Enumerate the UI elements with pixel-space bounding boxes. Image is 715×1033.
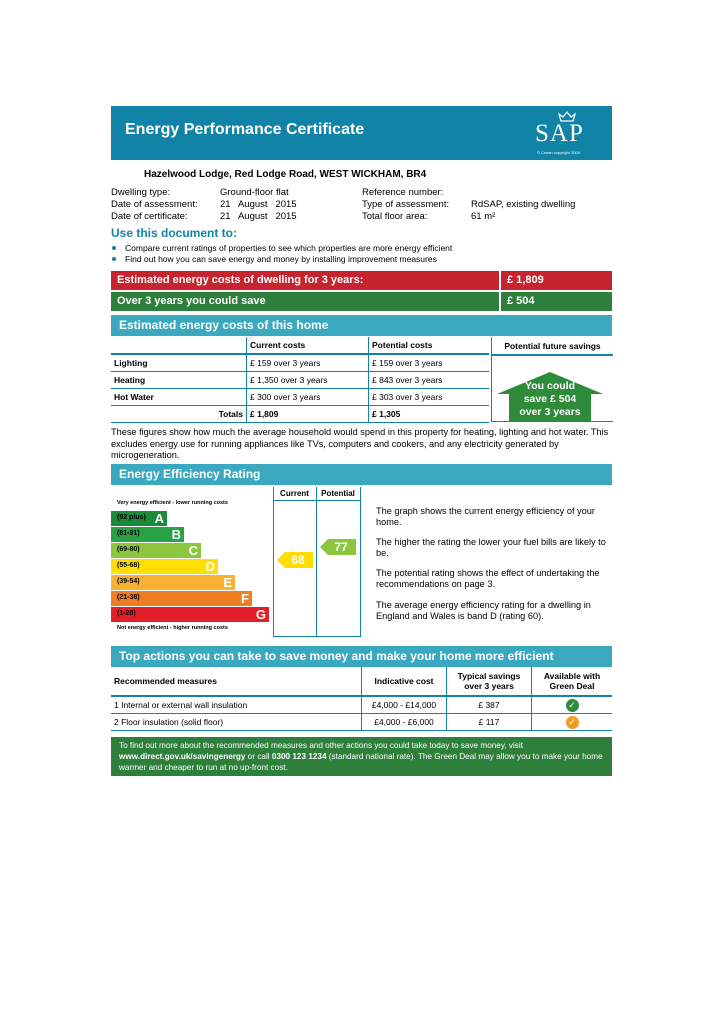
divider [492, 354, 613, 356]
rating-band-b [111, 527, 184, 542]
table-row: Lighting £ 159 over 3 years £ 159 over 3 years [111, 354, 489, 372]
more-info-panel [111, 737, 612, 776]
divider [316, 487, 317, 637]
chart-top-note: Very energy efficient - lower running costs [117, 500, 228, 506]
rating-band-c [111, 543, 201, 558]
info-text: To find out more about the recommended measures and other actions you could take today to save money, visit [119, 741, 523, 750]
band-range: (39-54) [117, 578, 140, 585]
info-text: or call [245, 752, 272, 761]
floor-area-label: Total floor area: [362, 211, 428, 222]
rating-explanation: The higher the rating the lower your fuel bills are likely to be. [376, 537, 606, 558]
rating-band-a [111, 511, 167, 526]
rating-band-f [111, 591, 252, 606]
estimated-cost-value: £ 1,809 [507, 274, 544, 286]
date-certificate-value: 21 August 2015 [220, 211, 297, 222]
current-column-header: Current [280, 489, 309, 498]
table-row: 1 Internal or external wall insulation £4,000 - £14,000 £ 387 ✓ [111, 696, 612, 714]
band-letter: C [188, 543, 198, 558]
band-letter: F [241, 591, 249, 606]
table-row: Hot Water £ 300 over 3 years £ 303 over 3 years [111, 389, 489, 406]
future-savings-text: You could save £ 504 over 3 years [519, 380, 581, 418]
assessment-type-value: RdSAP, existing dwelling [471, 199, 576, 210]
energy-rating-chart [111, 487, 362, 637]
table-row: 2 Floor insulation (solid floor) £4,000 - £6,000 £ 117 ✓ [111, 714, 612, 731]
chart-bottom-note: Not energy efficient - higher running costs [117, 625, 228, 631]
future-savings-heading: Potential future savings [504, 341, 601, 351]
phone-number: 0300 123 1234 [271, 752, 327, 761]
band-letter: G [255, 607, 266, 622]
estimated-cost-label: Estimated energy costs of dwelling for 3 years: [117, 274, 364, 286]
divider [273, 487, 274, 637]
sap-logo-text: SAP [535, 120, 584, 147]
bullet-icon [112, 257, 116, 261]
estimated-cost-bar [111, 271, 612, 290]
savings-link[interactable]: www.direct.gov.uk/savingenergy [119, 752, 246, 761]
costs-table [111, 337, 489, 423]
totals-row: Totals £ 1,809 £ 1,305 [111, 406, 489, 423]
rating-explanation: The average energy efficiency rating for a dwelling in England and Wales is band D (rating 60). [376, 600, 591, 621]
divider [499, 292, 501, 311]
potential-rating-value: 77 [334, 540, 348, 554]
band-letter: E [223, 575, 232, 590]
dwelling-type-value: Ground-floor flat [220, 187, 289, 198]
energy-rating-heading: Energy Efficiency Rating [111, 464, 612, 485]
use-document-heading: Use this document to: [111, 226, 238, 240]
band-range: (81-91) [117, 530, 140, 537]
current-rating-value: 68 [291, 553, 305, 567]
divider [360, 487, 361, 637]
divider [499, 271, 501, 290]
orange-tick-icon: ✓ [566, 716, 579, 729]
band-range: (69-80) [117, 546, 140, 553]
band-letter: B [171, 527, 181, 542]
savings-value: £ 504 [507, 295, 535, 307]
savings-label: Over 3 years you could save [117, 295, 266, 307]
dwelling-type-label: Dwelling type: [111, 187, 171, 198]
band-letter: D [205, 559, 215, 574]
sap-logo [531, 110, 603, 156]
savings-bar [111, 292, 612, 311]
date-certificate-label: Date of certificate: [111, 211, 188, 222]
date-assessment-value: 21 August 2015 [220, 199, 297, 210]
band-range: (92 plus) [117, 514, 146, 521]
page-title: Energy Performance Certificate [125, 121, 365, 138]
rating-band-d [111, 559, 218, 574]
band-letter: A [154, 511, 164, 526]
band-range: (21-38) [117, 594, 140, 601]
top-actions-heading: Top actions you can take to save money and make your home more efficient [111, 646, 612, 667]
crown-copyright: © Crown copyright 2009 [537, 150, 580, 155]
table-header-row: Recommended measures Indicative cost Typical savings over 3 years Available with Green Deal [111, 667, 612, 696]
table-row: Heating £ 1,350 over 3 years £ 843 over 3 years [111, 372, 489, 389]
divider [273, 636, 361, 637]
green-tick-icon: ✓ [566, 699, 579, 712]
actions-table [111, 667, 612, 731]
property-address: Hazelwood Lodge, Red Lodge Road, WEST WICKHAM, BR4 [144, 169, 427, 180]
divider [273, 500, 361, 501]
assessment-type-label: Type of assessment: [362, 199, 450, 210]
bullet-icon [112, 246, 116, 250]
date-assessment-label: Date of assessment: [111, 199, 198, 210]
rating-band-e [111, 575, 235, 590]
rating-explanation: The graph shows the current energy efficiency of your home. [376, 506, 595, 527]
potential-column-header: Potential [321, 489, 355, 498]
info-text: (standard national rate). The Green Deal may allow you to make your home warmer and cheaper to run at no up-front cost. [119, 752, 603, 772]
reference-label: Reference number: [362, 187, 444, 198]
rating-band-g [111, 607, 269, 622]
costs-explanation: These figures show how much the average household would spend in this property for heating, lighting and hot water. This excludes energy use for running appliances like TVs, computers and cookers, and any electricity generated by microgeneration. [111, 427, 609, 460]
floor-area-value: 61 m² [471, 211, 496, 222]
band-range: (55-68) [117, 562, 140, 569]
estimated-costs-heading: Estimated energy costs of this home [111, 315, 612, 336]
rating-explanation: The potential rating shows the effect of undertaking the recommendations on page 3. [376, 568, 600, 589]
band-range: (1-20) [117, 610, 136, 617]
table-header-row: Current costs Potential costs [111, 337, 489, 354]
certificate-header [111, 106, 612, 160]
